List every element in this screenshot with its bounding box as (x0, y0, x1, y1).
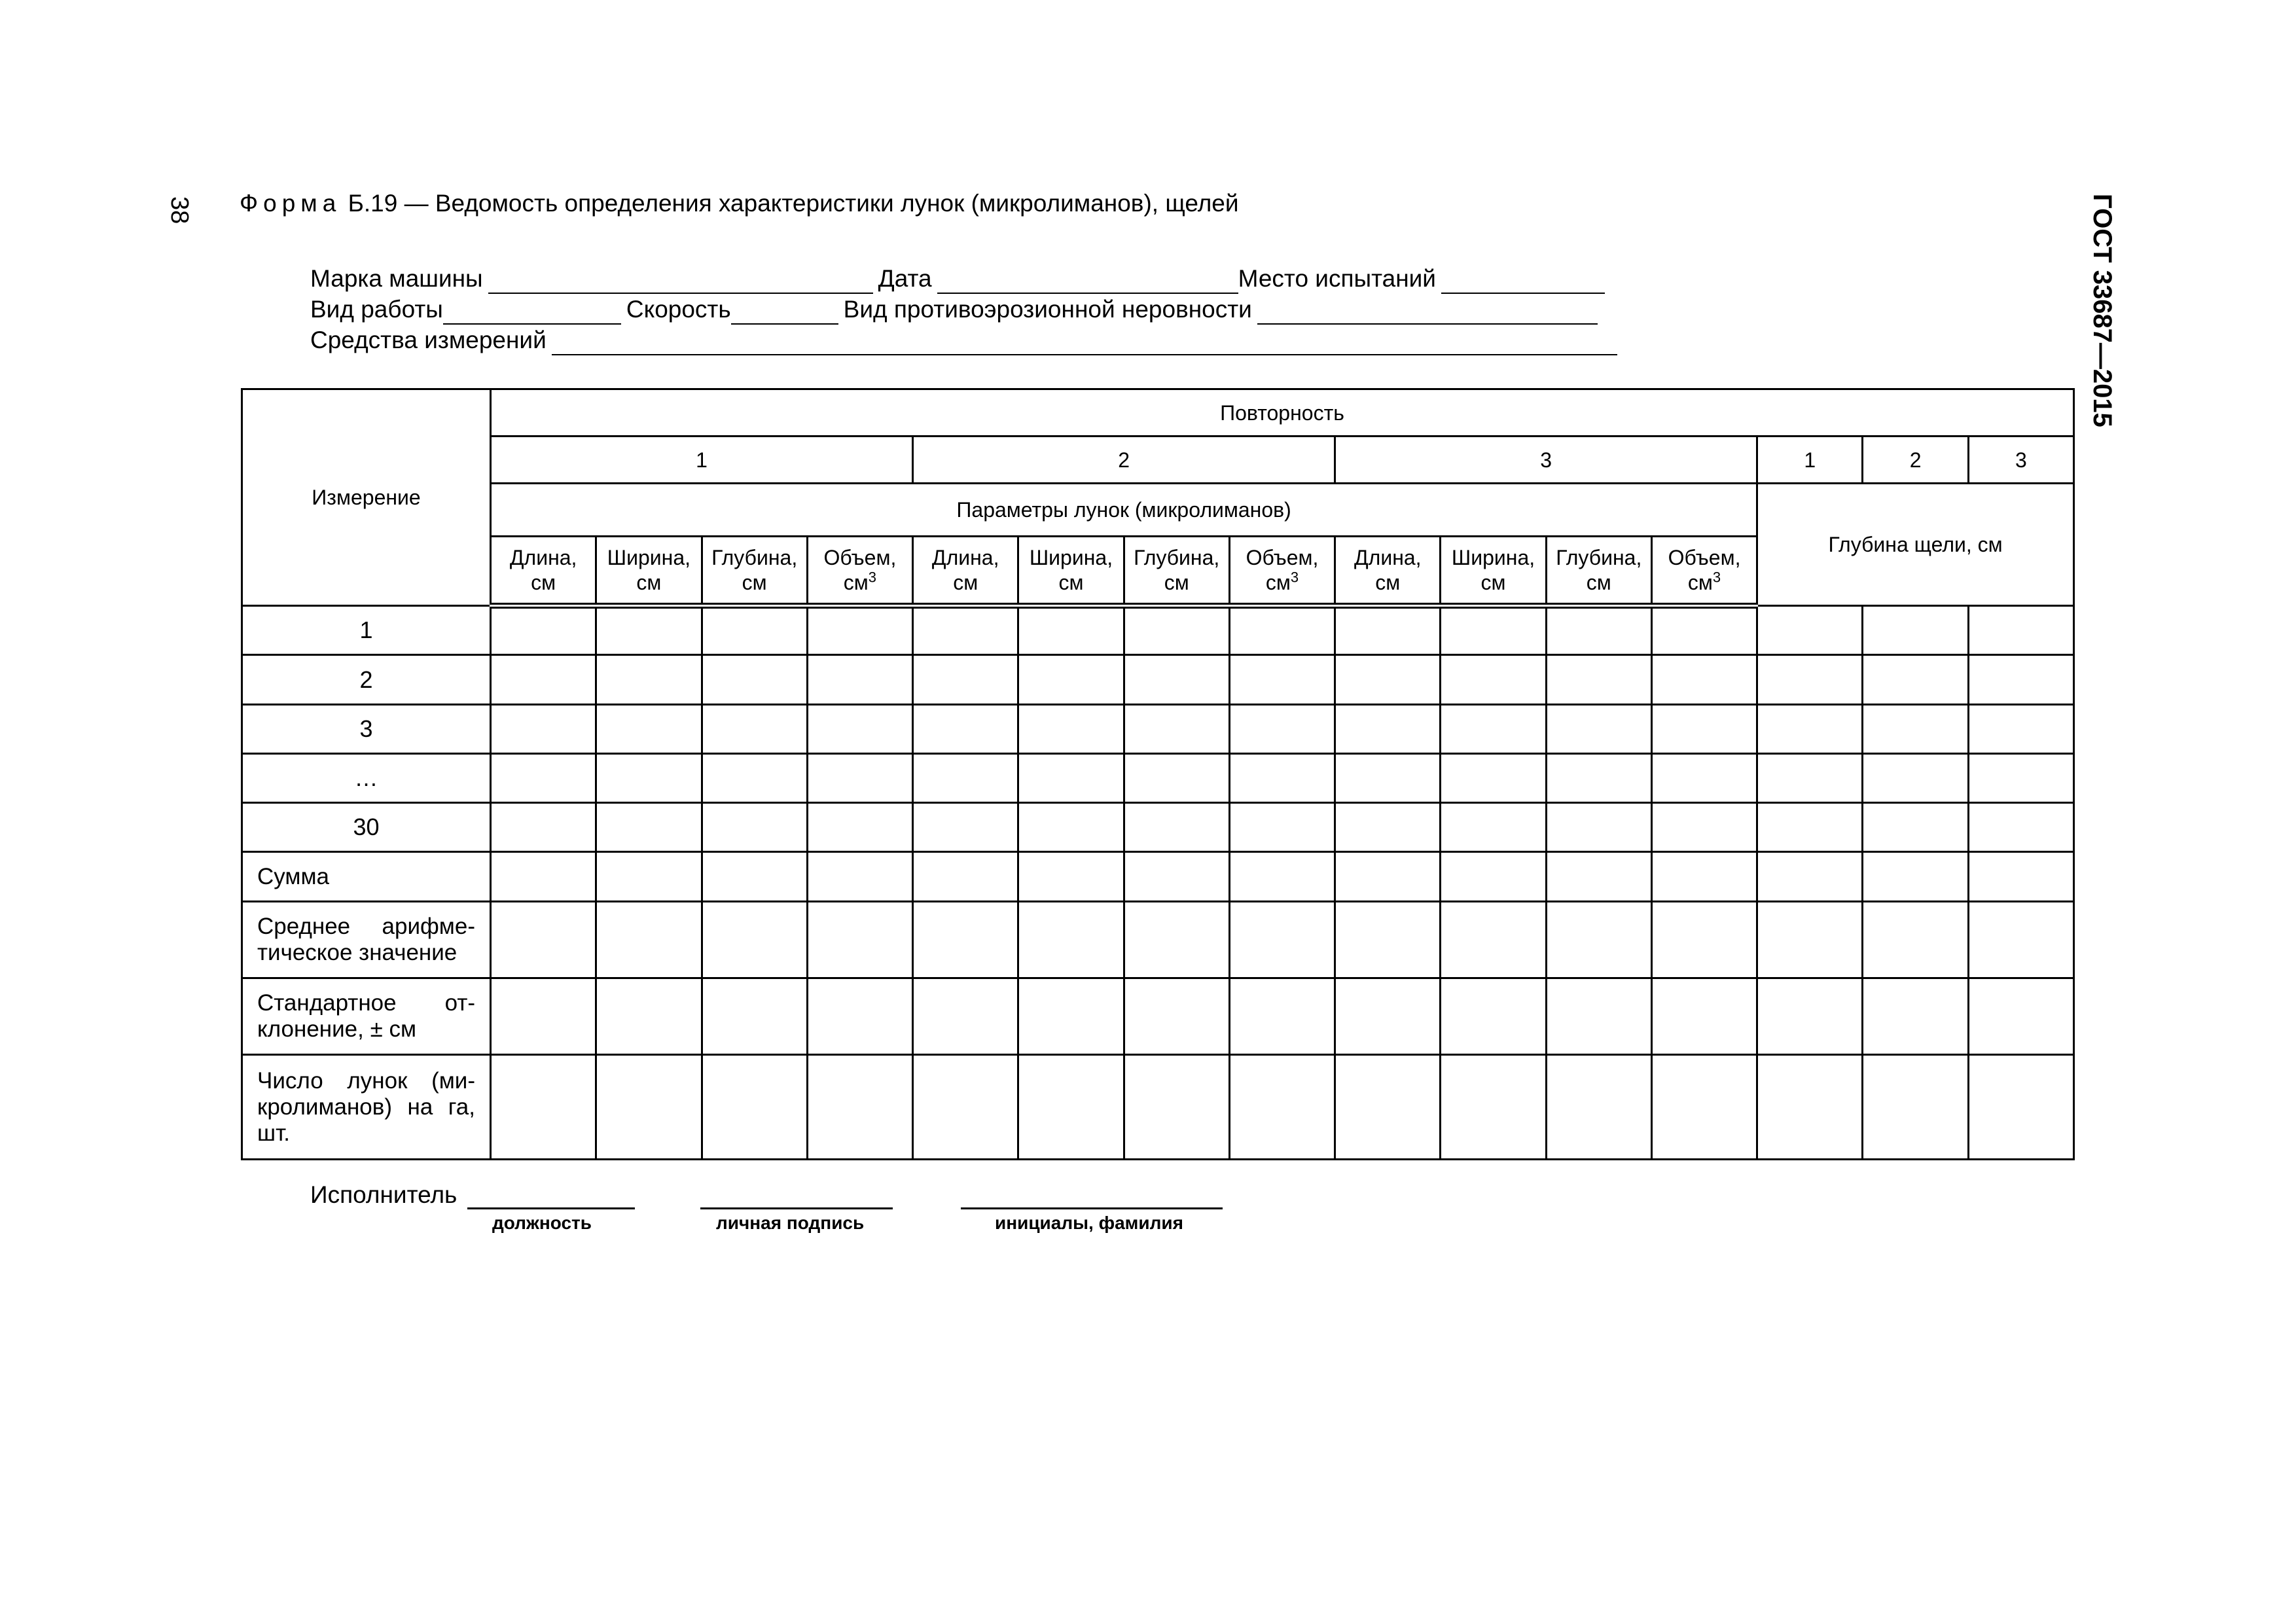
data-cell[interactable] (1335, 704, 1441, 753)
data-cell[interactable] (1968, 852, 2073, 901)
param-header (913, 536, 1018, 605)
table-row (242, 655, 2074, 704)
param-header (1229, 536, 1335, 605)
param-unit: см (742, 570, 767, 594)
data-cell[interactable] (702, 1055, 807, 1160)
data-cell[interactable] (1863, 655, 1968, 704)
data-cell[interactable] (1018, 753, 1124, 802)
data-cell[interactable] (1863, 704, 1968, 753)
param-header (491, 536, 596, 605)
data-cell[interactable] (1757, 704, 1863, 753)
data-cell[interactable] (1335, 655, 1441, 704)
param-header (1018, 536, 1124, 605)
header-row-3 (242, 484, 2074, 536)
data-cell[interactable] (1968, 704, 2073, 753)
data-cell[interactable] (1863, 606, 1968, 655)
data-cell[interactable] (913, 753, 1018, 802)
param-header (596, 536, 702, 605)
data-cell[interactable] (1441, 1055, 1546, 1160)
instruments-label: Средства измерений (310, 327, 547, 353)
data-cell[interactable] (807, 753, 912, 802)
unevenness-label: Вид противоэрозионной неровности (843, 296, 1252, 323)
data-cell[interactable] (596, 606, 702, 655)
header-row-1 (242, 389, 2074, 437)
data-cell[interactable] (1863, 1055, 1968, 1160)
param-name: Объем, (1668, 545, 1741, 569)
form-label: Форма (240, 190, 342, 217)
data-cell[interactable] (807, 978, 912, 1055)
param-unit: см (531, 570, 556, 594)
fields-line-3 (310, 325, 1623, 355)
data-cell[interactable] (1229, 655, 1335, 704)
data-cell[interactable] (1018, 1055, 1124, 1160)
data-cell[interactable] (596, 753, 702, 802)
work-type-field[interactable] (443, 301, 621, 325)
data-cell[interactable] (596, 1055, 702, 1160)
data-cell[interactable] (1018, 655, 1124, 704)
data-cell[interactable] (1651, 753, 1757, 802)
page-number: 38 (166, 196, 193, 224)
data-cell[interactable] (913, 1055, 1018, 1160)
param-header (1651, 536, 1757, 605)
gap-depth-header: Глубина щели, см (1757, 484, 2074, 606)
data-cell[interactable] (1651, 1055, 1757, 1160)
data-cell[interactable] (1757, 803, 1863, 852)
data-cell[interactable] (807, 704, 912, 753)
data-cell[interactable] (1441, 978, 1546, 1055)
data-cell[interactable] (1124, 1055, 1229, 1160)
data-cell[interactable] (702, 978, 807, 1055)
measurement-table (241, 388, 2075, 1160)
param-header (702, 536, 807, 605)
data-cell[interactable] (1229, 978, 1335, 1055)
signature-caption: личная подпись (716, 1213, 865, 1233)
data-cell[interactable] (1335, 606, 1441, 655)
data-cell[interactable] (1651, 803, 1757, 852)
param-header (1441, 536, 1546, 605)
data-cell[interactable] (1757, 753, 1863, 802)
data-cell[interactable] (1018, 852, 1124, 901)
param-header (1546, 536, 1651, 605)
param-name: Глубина, (1134, 545, 1220, 569)
form-fields (310, 263, 1623, 355)
data-cell[interactable] (913, 606, 1018, 655)
param-unit: см (1687, 570, 1713, 594)
machine-field[interactable] (488, 270, 873, 294)
data-cell[interactable] (1863, 901, 1968, 978)
fields-line-2 (310, 294, 1623, 325)
table-row (242, 704, 2074, 753)
data-cell[interactable] (1441, 606, 1546, 655)
instruments-field[interactable] (552, 332, 1617, 355)
data-cell[interactable] (491, 803, 596, 852)
data-cell[interactable] (1651, 901, 1757, 978)
param-unit: см (843, 570, 869, 594)
data-cell[interactable] (1335, 978, 1441, 1055)
date-label: Дата (878, 265, 932, 292)
data-cell[interactable] (702, 655, 807, 704)
data-cell[interactable] (1229, 852, 1335, 901)
data-cell[interactable] (1124, 704, 1229, 753)
form-title-text: Б.19 — Ведомость определения характеристики лунок (микролиманов), щелей (348, 190, 1239, 217)
data-cell[interactable] (807, 1055, 912, 1160)
data-cell[interactable] (807, 852, 912, 901)
table-row (242, 606, 2074, 655)
data-cell[interactable] (1441, 852, 1546, 901)
data-cell[interactable] (1441, 704, 1546, 753)
executor-label: Исполнитель (310, 1181, 457, 1208)
data-cell[interactable] (1441, 753, 1546, 802)
data-cell[interactable] (1229, 753, 1335, 802)
data-cell[interactable] (1124, 978, 1229, 1055)
data-cell[interactable] (1968, 1055, 2073, 1160)
data-cell[interactable] (1546, 655, 1651, 704)
row-label: 2 (242, 655, 491, 704)
data-cell[interactable] (491, 978, 596, 1055)
param-name: Длина, (509, 545, 577, 569)
data-cell[interactable] (1968, 978, 2073, 1055)
data-cell[interactable] (1863, 803, 1968, 852)
data-cell[interactable] (1757, 978, 1863, 1055)
data-cell[interactable] (1968, 753, 2073, 802)
data-cell[interactable] (1651, 852, 1757, 901)
data-cell[interactable] (596, 704, 702, 753)
data-cell[interactable] (1968, 901, 2073, 978)
data-cell[interactable] (1546, 852, 1651, 901)
data-cell[interactable] (1018, 978, 1124, 1055)
data-cell[interactable] (1018, 704, 1124, 753)
param-unit: см (1480, 570, 1506, 594)
data-cell[interactable] (807, 655, 912, 704)
rep-2-header: 2 (913, 437, 1335, 484)
rep-1-header: 1 (491, 437, 913, 484)
cubic-exponent: 3 (1712, 569, 1721, 586)
data-cell[interactable] (913, 978, 1018, 1055)
data-cell[interactable] (491, 704, 596, 753)
data-cell[interactable] (491, 753, 596, 802)
param-unit: см (1164, 570, 1189, 594)
signature-block (310, 1181, 1227, 1240)
data-cell[interactable] (1546, 978, 1651, 1055)
data-cell[interactable] (1546, 803, 1651, 852)
data-cell[interactable] (1335, 1055, 1441, 1160)
data-cell[interactable] (596, 978, 702, 1055)
data-cell[interactable] (1546, 704, 1651, 753)
hole-params-header: Параметры лунок (микролиманов) (491, 484, 1757, 536)
data-cell[interactable] (491, 606, 596, 655)
data-cell[interactable] (1968, 803, 2073, 852)
fields-line-1 (310, 263, 1623, 294)
table-row (242, 1055, 2074, 1160)
data-cell[interactable] (1546, 1055, 1651, 1160)
table-row (242, 753, 2074, 802)
data-cell[interactable] (491, 655, 596, 704)
param-unit: см (1058, 570, 1084, 594)
row-label: 1 (242, 606, 491, 655)
data-cell[interactable] (1018, 803, 1124, 852)
row-label: Среднее арифметическое значение (242, 901, 491, 978)
param-name: Ширина, (1029, 545, 1113, 569)
param-header (1124, 536, 1229, 605)
data-cell[interactable] (491, 1055, 596, 1160)
data-cell[interactable] (1229, 901, 1335, 978)
gap-1-header: 1 (1757, 437, 1863, 484)
date-field[interactable] (937, 270, 1238, 294)
data-cell[interactable] (1546, 901, 1651, 978)
data-cell[interactable] (1124, 655, 1229, 704)
gap-2-header: 2 (1863, 437, 1968, 484)
test-place-field[interactable] (1441, 270, 1605, 294)
param-name: Ширина, (1451, 545, 1535, 569)
data-cell[interactable] (1757, 606, 1863, 655)
data-cell[interactable] (1018, 901, 1124, 978)
data-cell[interactable] (1124, 901, 1229, 978)
param-name: Длина, (1354, 545, 1422, 569)
row-label: 3 (242, 704, 491, 753)
cubic-exponent: 3 (868, 569, 877, 586)
data-cell[interactable] (596, 655, 702, 704)
cubic-exponent: 3 (1290, 569, 1299, 586)
data-cell[interactable] (1441, 901, 1546, 978)
data-cell[interactable] (1651, 655, 1757, 704)
work-type-label: Вид работы (310, 296, 443, 323)
standard-designation: ГОСТ 33687—2015 (2088, 194, 2117, 427)
data-cell[interactable] (1968, 606, 2073, 655)
data-cell[interactable] (1651, 606, 1757, 655)
param-name: Глубина, (711, 545, 798, 569)
name-caption: инициалы, фамилия (995, 1213, 1183, 1233)
position-line[interactable] (467, 1207, 635, 1209)
unevenness-field[interactable] (1257, 301, 1598, 325)
data-cell[interactable] (1229, 1055, 1335, 1160)
table-row (242, 852, 2074, 901)
data-cell[interactable] (1546, 606, 1651, 655)
data-cell[interactable] (1757, 655, 1863, 704)
data-cell[interactable] (1018, 606, 1124, 655)
data-cell[interactable] (1441, 803, 1546, 852)
data-cell[interactable] (1863, 852, 1968, 901)
gap-3-header: 3 (1968, 437, 2073, 484)
data-cell[interactable] (702, 753, 807, 802)
data-cell[interactable] (913, 901, 1018, 978)
table-row (242, 978, 2074, 1055)
data-cell[interactable] (807, 901, 912, 978)
data-cell[interactable] (1651, 704, 1757, 753)
speed-field[interactable] (731, 301, 838, 325)
table-row (242, 803, 2074, 852)
param-unit: см (1586, 570, 1611, 594)
data-cell[interactable] (702, 803, 807, 852)
header-row-2 (242, 437, 2074, 484)
position-caption: должность (492, 1213, 592, 1233)
data-cell[interactable] (596, 901, 702, 978)
data-cell[interactable] (491, 901, 596, 978)
data-cell[interactable] (702, 704, 807, 753)
data-cell[interactable] (1863, 753, 1968, 802)
data-cell[interactable] (1757, 852, 1863, 901)
data-cell[interactable] (596, 803, 702, 852)
param-name: Глубина, (1556, 545, 1642, 569)
param-unit: см (953, 570, 978, 594)
data-cell[interactable] (1229, 606, 1335, 655)
form-title (240, 188, 1239, 219)
data-cell[interactable] (1757, 1055, 1863, 1160)
data-cell[interactable] (913, 655, 1018, 704)
data-cell[interactable] (1757, 901, 1863, 978)
data-cell[interactable] (807, 803, 912, 852)
data-cell[interactable] (491, 852, 596, 901)
data-cell[interactable] (1229, 704, 1335, 753)
data-cell[interactable] (1335, 852, 1441, 901)
machine-label: Марка машины (310, 265, 483, 292)
row-label: Число лунок (микролиманов) на га, шт. (242, 1055, 491, 1160)
param-unit: см (1375, 570, 1401, 594)
data-cell[interactable] (702, 606, 807, 655)
param-unit: см (636, 570, 662, 594)
param-name: Длина, (931, 545, 999, 569)
speed-label: Скорость (626, 296, 731, 323)
param-name: Объем, (823, 545, 897, 569)
data-cell[interactable] (1441, 655, 1546, 704)
data-cell[interactable] (1335, 753, 1441, 802)
data-cell[interactable] (702, 901, 807, 978)
param-name: Ширина, (607, 545, 691, 569)
rep-3-header: 3 (1335, 437, 1757, 484)
data-cell[interactable] (807, 606, 912, 655)
param-unit: см (1265, 570, 1291, 594)
data-cell[interactable] (1863, 978, 1968, 1055)
data-cell[interactable] (913, 852, 1018, 901)
data-cell[interactable] (1229, 803, 1335, 852)
measurement-header: Измерение (242, 389, 491, 606)
data-cell[interactable] (702, 852, 807, 901)
param-name: Объем, (1246, 545, 1319, 569)
data-cell[interactable] (913, 704, 1018, 753)
table-row (242, 901, 2074, 978)
data-cell[interactable] (1968, 655, 2073, 704)
test-place-label: Место испытаний (1238, 265, 1436, 292)
data-cell[interactable] (1335, 803, 1441, 852)
row-label: Стандартное отклонение, ± см (242, 978, 491, 1055)
row-label: 30 (242, 803, 491, 852)
param-header (807, 536, 912, 605)
name-line[interactable] (961, 1207, 1223, 1209)
signature-line[interactable] (700, 1207, 893, 1209)
data-cell[interactable] (596, 852, 702, 901)
data-cell[interactable] (1546, 753, 1651, 802)
row-label: … (242, 753, 491, 802)
data-cell[interactable] (913, 803, 1018, 852)
data-cell[interactable] (1124, 803, 1229, 852)
param-header (1335, 536, 1441, 605)
row-label: Сумма (242, 852, 491, 901)
data-cell[interactable] (1651, 978, 1757, 1055)
repetition-header: Повторность (491, 389, 2074, 437)
data-cell[interactable] (1124, 606, 1229, 655)
data-cell[interactable] (1335, 901, 1441, 978)
data-cell[interactable] (1124, 753, 1229, 802)
data-cell[interactable] (1124, 852, 1229, 901)
